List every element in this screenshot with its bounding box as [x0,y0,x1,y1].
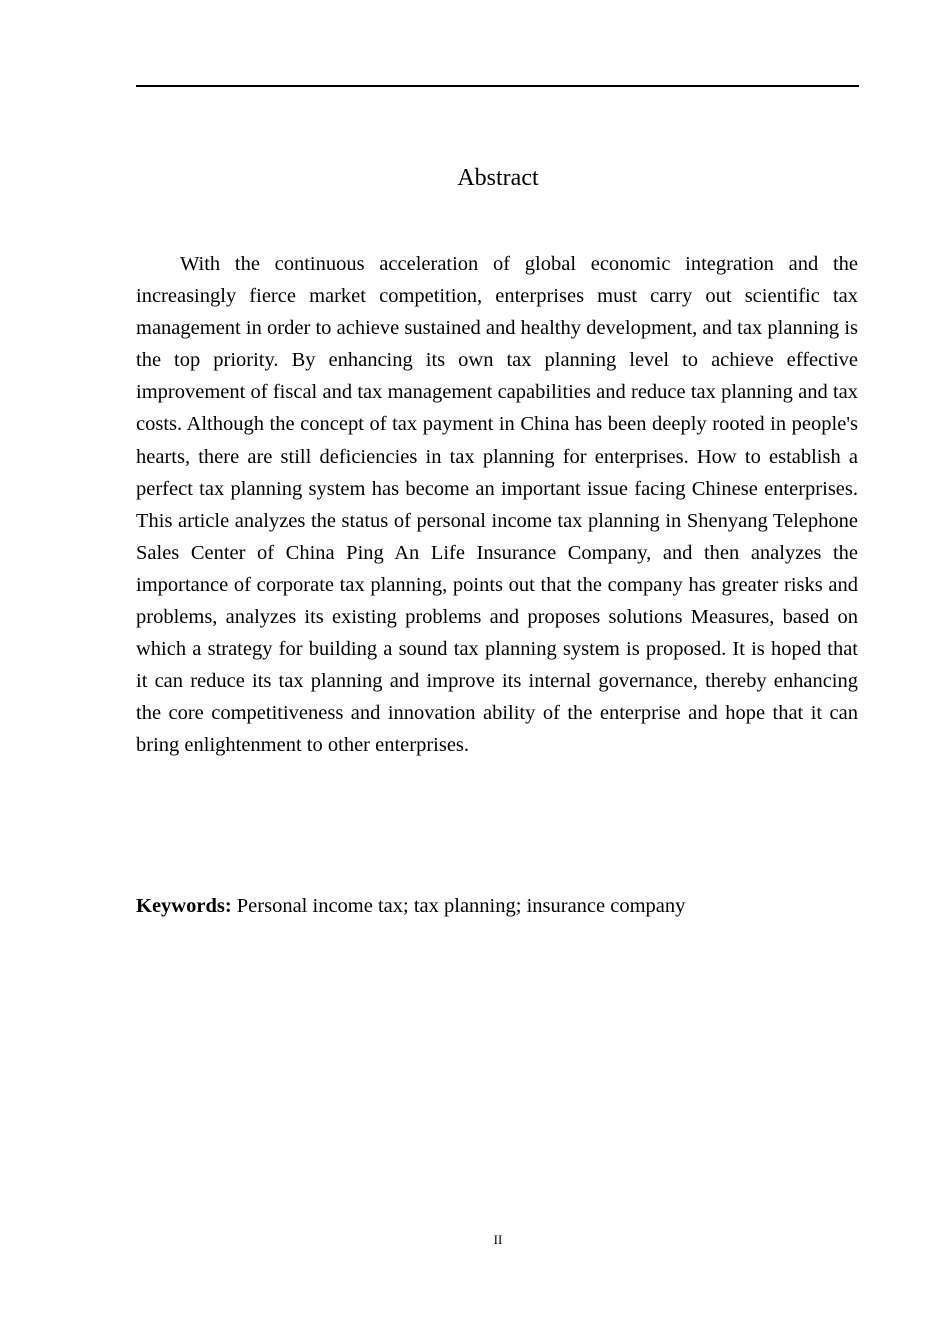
page-number: II [493,1232,503,1247]
abstract-title: Abstract [457,165,539,191]
keywords-value: Personal income tax; tax planning; insurance company [231,895,686,917]
keywords-line [136,890,858,922]
header-rule [136,85,859,87]
abstract-body: With the continuous acceleration of global economic integration and the increasingly fierce market competition, enterprises must carry out scientific tax management in order to achieve sustained and healthy development, and tax planning is the top priority. By enhancing its own tax planning level to achieve effective improvement of fiscal and tax management capabilities and reduce tax planning and tax costs. Although the concept of tax payment in China has been deeply rooted in people's hearts, there are still deficiencies in tax planning for enterprises. How to establish a perfect tax planning system has become an important issue facing Chinese enterprises. This article analyzes the status of personal income tax planning in Shenyang Telephone Sales Center of China Ping An Life Insurance Company, and then analyzes the importance of corporate tax planning, points out that the company has greater risks and problems, analyzes its existing problems and proposes solutions Measures, based on which a strategy for building a sound tax planning system is proposed. It is hoped that it can reduce its tax planning and improve its internal governance, thereby enhancing the core competitiveness and innovation ability of the enterprise and hope that it can bring enlightenment to other enterprises. [136,253,858,757]
keywords-label: Keywords: [136,895,232,917]
